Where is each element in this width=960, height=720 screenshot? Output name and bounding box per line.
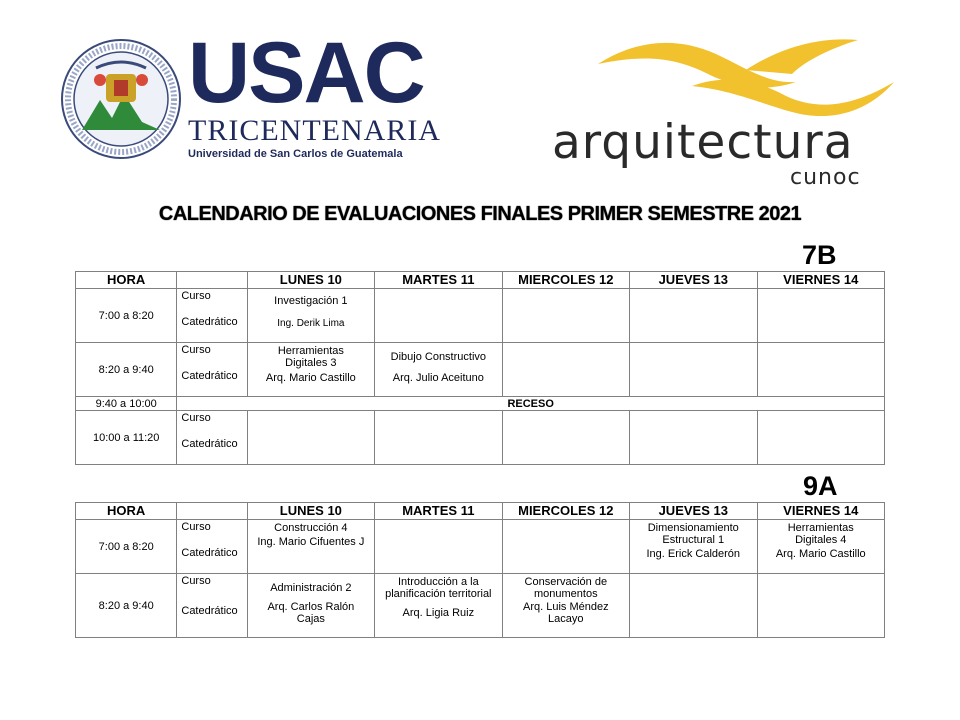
day-header: MIERCOLES 12 [502, 272, 629, 289]
receso-cell: RECESO [177, 397, 885, 411]
group-label-7b: 7B [802, 240, 837, 270]
catedratico-label: Catedrático [181, 438, 238, 450]
day-header: VIERNES 14 [757, 503, 885, 520]
exam-cell [247, 289, 374, 343]
course-name: Administración 2 [270, 582, 352, 594]
exam-cell [375, 343, 502, 397]
usac-logo-word: USAC [188, 25, 424, 121]
header-row [76, 503, 885, 520]
row-labels [177, 520, 247, 574]
arquitectura-logo-word: arquitectura [552, 115, 854, 170]
label-header [177, 272, 247, 289]
exam-cell [757, 343, 885, 397]
teacher-name: Ing. Derik Lima [277, 318, 345, 329]
teacher-name: Arq. Ligia Ruiz [402, 607, 475, 619]
curso-label: Curso [181, 521, 211, 533]
exam-cell [757, 574, 885, 638]
exam-cell [502, 343, 629, 397]
catedratico-label: Catedrático [181, 370, 238, 382]
row-labels [177, 289, 247, 343]
curso-label: Curso [181, 344, 211, 356]
course-name: Construcción 4 [274, 522, 348, 534]
exam-cell [630, 289, 757, 343]
exam-cell [247, 411, 374, 465]
exam-cell [630, 411, 757, 465]
exam-cell [757, 411, 885, 465]
time-slot: 8:20 a 9:40 [76, 574, 177, 638]
hora-header: HORA [76, 503, 177, 520]
curso-label: Curso [181, 290, 211, 302]
curso-label: Curso [181, 412, 211, 424]
time-slot: 10:00 a 11:20 [76, 411, 177, 465]
course-name: Investigación 1 [274, 295, 348, 307]
exam-cell [375, 520, 502, 574]
row-labels [177, 343, 247, 397]
row-labels [177, 411, 247, 465]
exam-cell [502, 574, 629, 638]
teacher-name: Ing. Mario Cifuentes J [257, 536, 365, 548]
table-row [76, 289, 885, 343]
time-slot: 8:20 a 9:40 [76, 343, 177, 397]
day-header: VIERNES 14 [757, 272, 885, 289]
arquitectura-wave-logo [596, 30, 896, 120]
exam-cell [630, 343, 757, 397]
catedratico-label: Catedrático [181, 605, 238, 617]
table-row [76, 397, 885, 411]
time-slot: 7:00 a 8:20 [76, 520, 177, 574]
exam-cell [630, 574, 757, 638]
schedule-table-7b [75, 271, 885, 465]
teacher-name: Arq. Carlos Ralón Cajas [267, 601, 355, 625]
time-slot: 9:40 a 10:00 [76, 397, 177, 411]
usac-logo-subtitle: Universidad de San Carlos de Guatemala [188, 148, 403, 160]
exam-cell [757, 520, 885, 574]
teacher-name: Ing. Erick Calderón [646, 548, 741, 560]
day-header: JUEVES 13 [630, 272, 757, 289]
table-row [76, 411, 885, 465]
catedratico-label: Catedrático [181, 316, 238, 328]
course-name: Introducción a la planificación territorial [385, 576, 492, 600]
curso-label: Curso [181, 575, 211, 587]
course-name: Dibujo Constructivo [390, 351, 487, 363]
course-name: Dimensionamiento Estructural 1 [647, 522, 739, 546]
day-header: MIERCOLES 12 [502, 503, 629, 520]
arquitectura-logo-sub: cunoc [790, 165, 861, 190]
exam-cell [247, 574, 374, 638]
page-title: CALENDARIO DE EVALUACIONES FINALES PRIMER SEMESTRE 2021 [158, 203, 802, 225]
exam-cell [757, 289, 885, 343]
day-header: MARTES 11 [375, 503, 502, 520]
schedule-table-9a [75, 502, 885, 638]
usac-seal-logo [60, 38, 182, 160]
day-header: MARTES 11 [375, 272, 502, 289]
exam-cell [502, 289, 629, 343]
group-label-9a: 9A [803, 471, 838, 501]
time-slot: 7:00 a 8:20 [76, 289, 177, 343]
teacher-name: Arq. Mario Castillo [775, 548, 866, 560]
exam-cell [247, 520, 374, 574]
day-header: JUEVES 13 [630, 503, 757, 520]
exam-cell [247, 343, 374, 397]
teacher-name: Arq. Julio Aceituno [392, 372, 484, 384]
course-name: Conservación de monumentos [524, 576, 608, 600]
table-row [76, 343, 885, 397]
exam-cell [375, 574, 502, 638]
day-header: LUNES 10 [247, 503, 374, 520]
teacher-name: Arq. Luis Méndez Lacayo [522, 601, 609, 625]
table-row [76, 520, 885, 574]
row-labels [177, 574, 247, 638]
exam-cell [502, 411, 629, 465]
catedratico-label: Catedrático [181, 547, 238, 559]
course-name: Herramientas Digitales 3 [277, 345, 344, 369]
exam-cell [375, 411, 502, 465]
course-name: Herramientas Digitales 4 [787, 522, 854, 546]
day-header: LUNES 10 [247, 272, 374, 289]
header-row [76, 272, 885, 289]
label-header [177, 503, 247, 520]
exam-cell [375, 289, 502, 343]
table-row [76, 574, 885, 638]
teacher-name: Arq. Mario Castillo [265, 372, 356, 384]
exam-cell [502, 520, 629, 574]
usac-logo-tricentenaria: TRICENTENARIA [188, 114, 441, 147]
hora-header: HORA [76, 272, 177, 289]
exam-cell [630, 520, 757, 574]
